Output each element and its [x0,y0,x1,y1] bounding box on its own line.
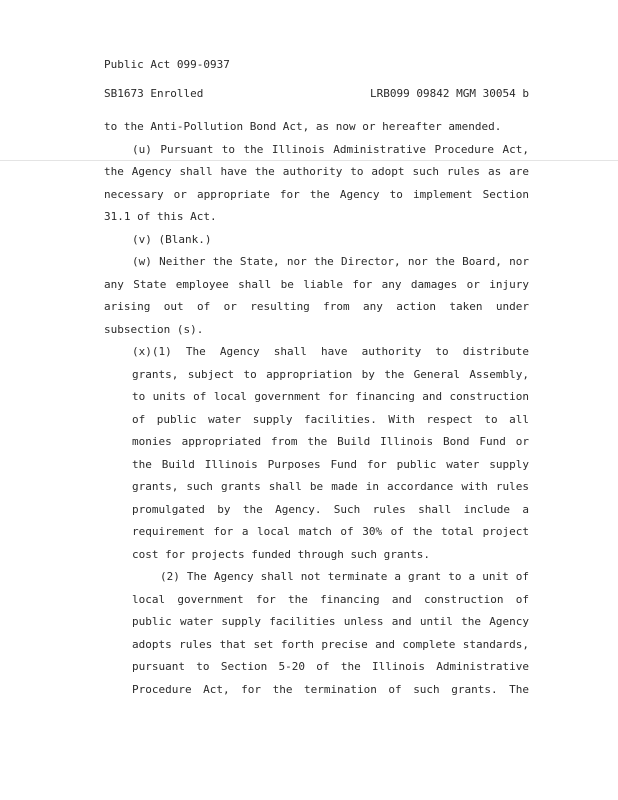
body-line: to units of local government for financing and construction [132,390,529,403]
body-line: (x)(1) The Agency shall have authority to distribute [132,345,529,358]
body-line: pursuant to Section 5-20 of the Illinois Administrative [132,660,529,673]
body-line: Procedure Act, for the termination of such grants. The [132,683,529,696]
public-act-number: Public Act 099-0937 [104,58,230,71]
body-line: (2) The Agency shall not terminate a grant to a unit of [160,570,529,583]
body-line: local government for the financing and construction of [132,593,529,606]
body-line: grants, subject to appropriation by the General Assembly, [132,368,529,381]
body-line: of public water supply facilities. With respect to all [132,413,529,426]
body-line: promulgated by the Agency. Such rules shall include a [132,503,529,516]
body-line: to the Anti-Pollution Bond Act, as now or hereafter amended. [104,120,502,133]
body-line: monies appropriated from the Build Illinois Bond Fund or [132,435,529,448]
body-line: grants, such grants shall be made in accordance with rules [132,480,529,493]
body-line: 31.1 of this Act. [104,210,217,223]
body-line: public water supply facilities unless and until the Agency [132,615,529,628]
body-line: necessary or appropriate for the Agency to implement Section [104,188,529,201]
body-line: the Build Illinois Purposes Fund for public water supply [132,458,529,471]
body-line: (w) Neither the State, nor the Director, nor the Board, nor [132,255,529,268]
body-line: (v) (Blank.) [132,233,212,246]
body-line: any State employee shall be liable for any damages or injury [104,278,529,291]
body-line: subsection (s). [104,323,204,336]
body-line: arising out of or resulting from any action taken under [104,300,529,313]
scan-artifact-line [0,160,618,161]
body-line: the Agency shall have the authority to adopt such rules as are [104,165,529,178]
body-line: cost for projects funded through such grants. [132,548,431,561]
lrb-number: LRB099 09842 MGM 30054 b [370,87,529,100]
body-line: (u) Pursuant to the Illinois Administrative Procedure Act, [132,143,529,156]
body-line: adopts rules that set forth precise and complete standards, [132,638,529,651]
bill-number: SB1673 Enrolled [104,87,204,100]
body-line: requirement for a local match of 30% of the total project [132,525,529,538]
